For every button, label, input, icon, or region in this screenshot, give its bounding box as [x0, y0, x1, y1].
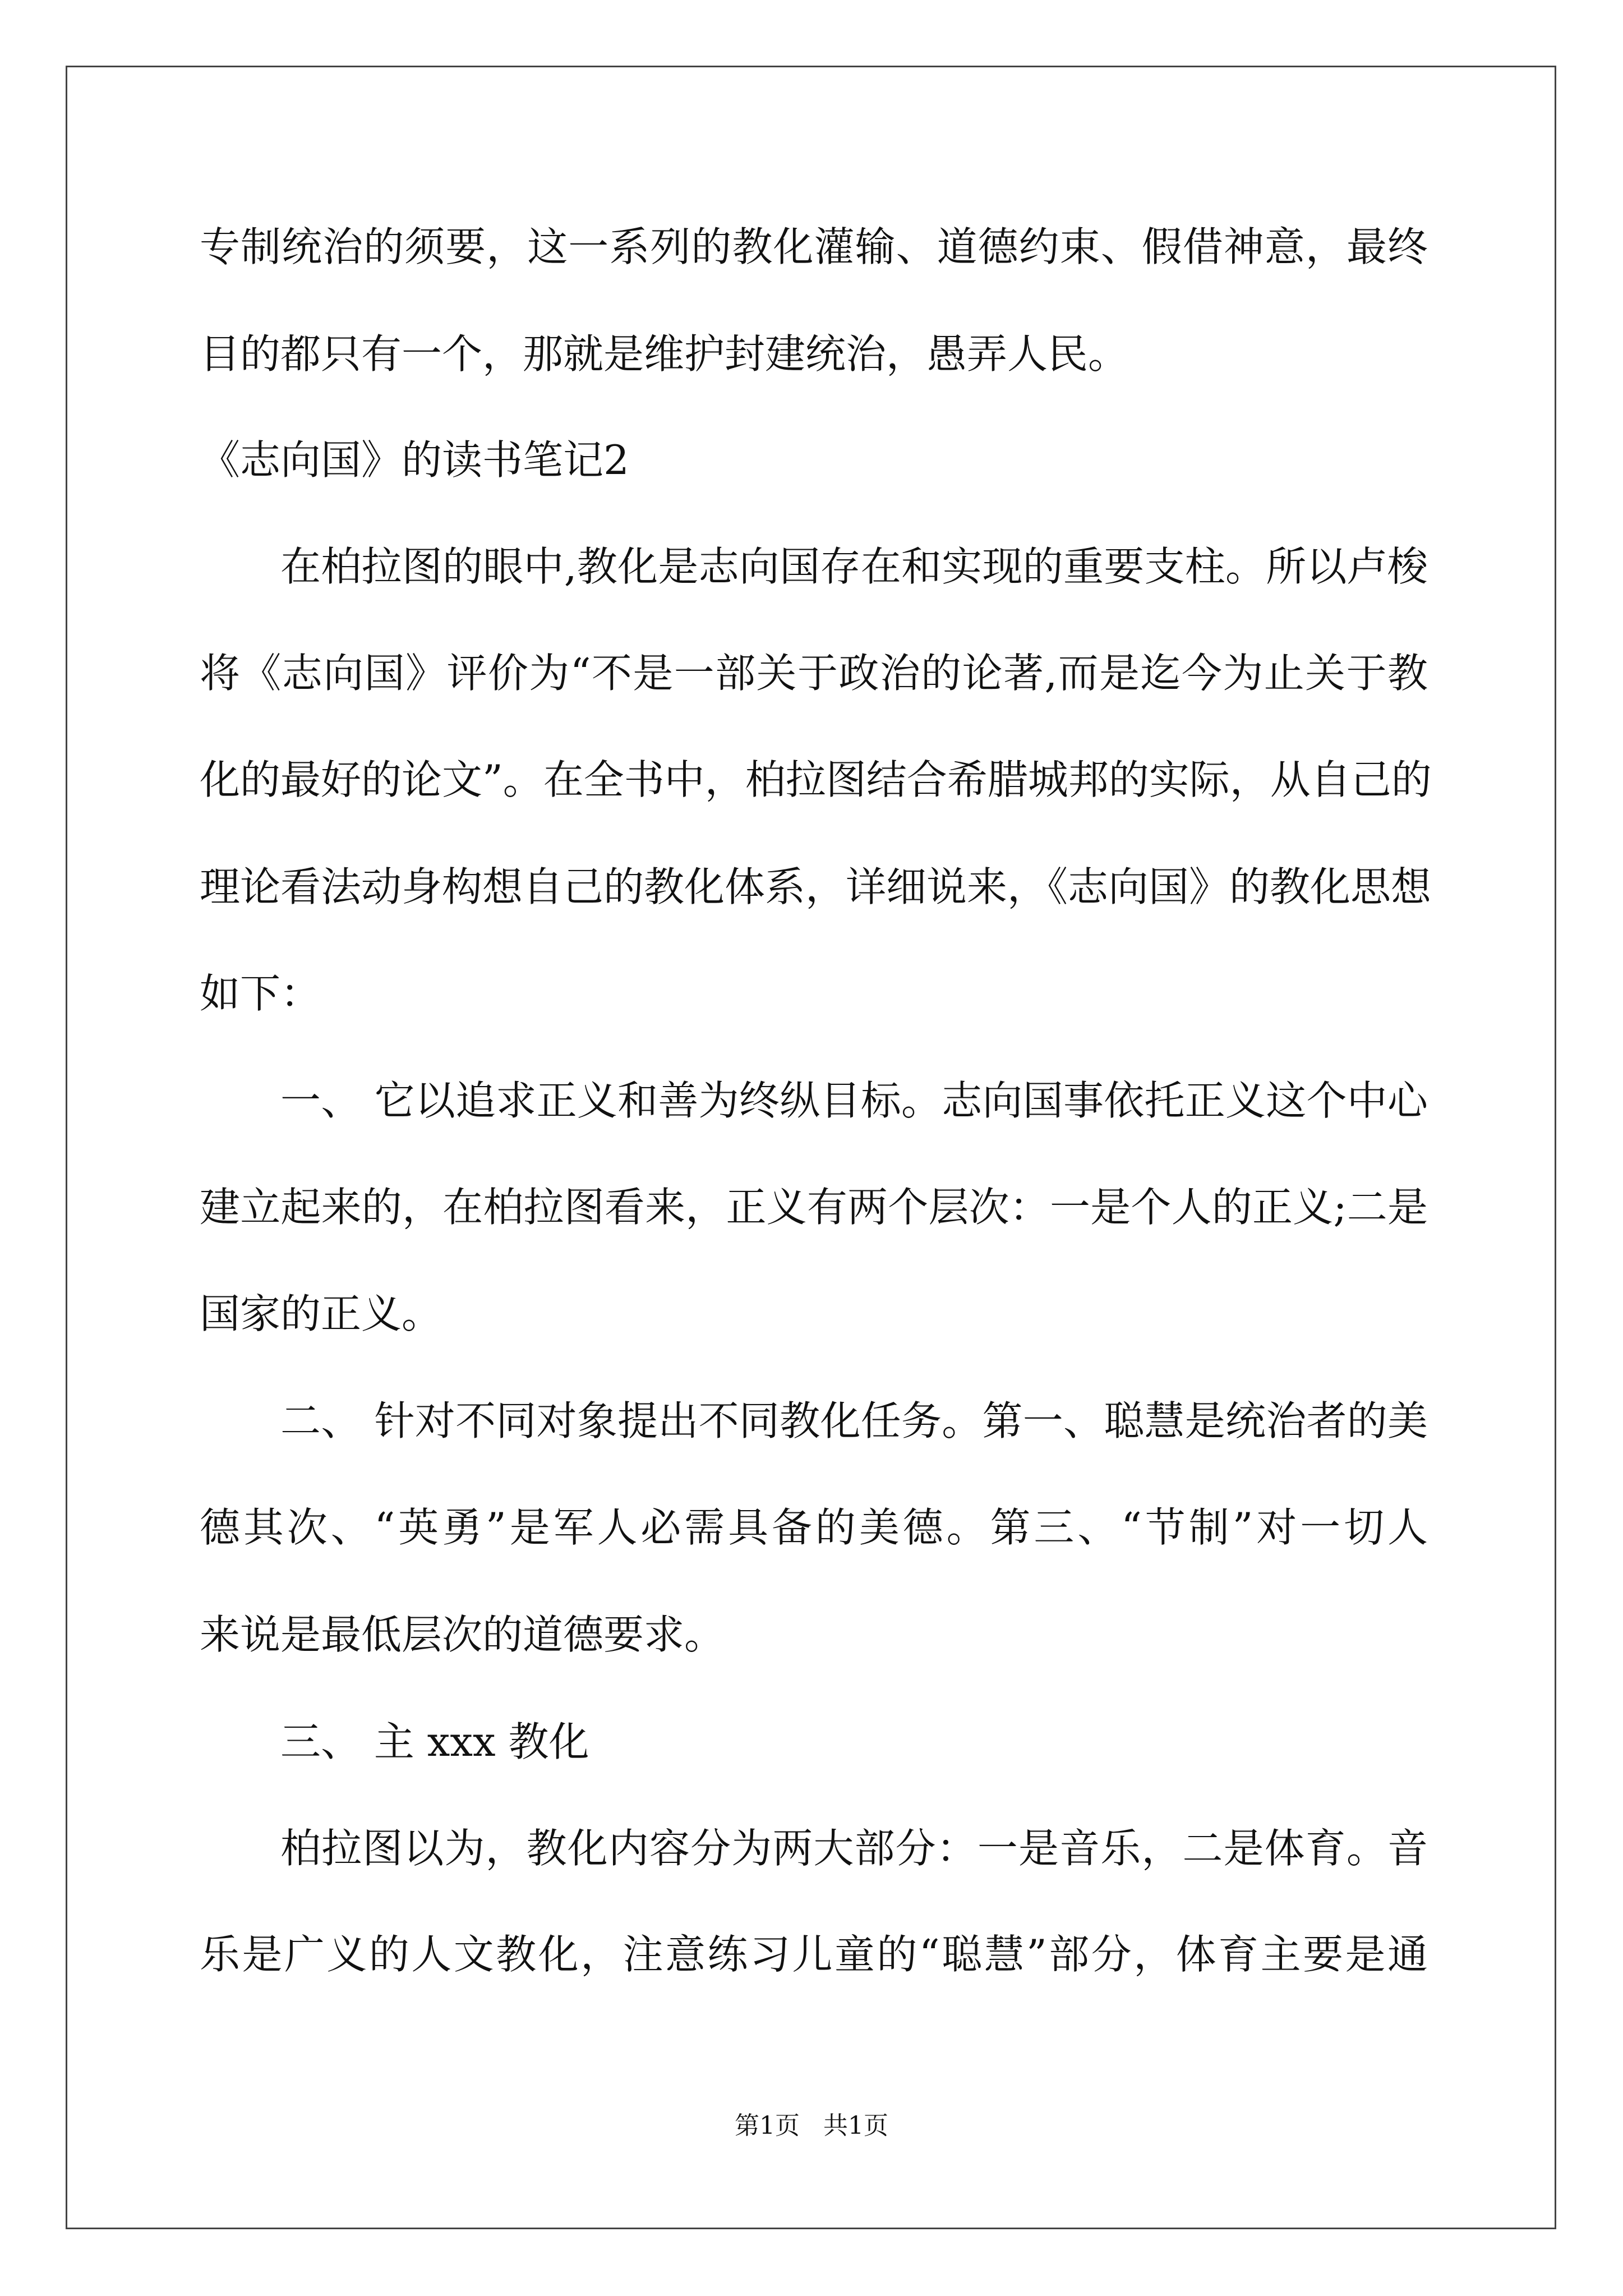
list-item-3-line-1: 三、 主 xxx 教化 [280, 1718, 589, 1765]
page-border [66, 66, 1556, 2229]
paragraph-line-17: 乐是广义的人文教化，注意练习儿童的“聪慧”部分，体育主要是通 [200, 1931, 1428, 1978]
paragraph-line-4: 在柏拉图的眼中,教化是志向国存在和实现的重要支柱。所以卢梭 [280, 543, 1428, 590]
paragraph-line-8: 如下： [200, 970, 321, 1017]
list-item-2-line-1: 二、 针对不同对象提出不同教化任务。第一、聪慧是统治者的美 [280, 1397, 1428, 1444]
list-item-2-line-3: 来说是最低层次的道德要求。 [200, 1611, 725, 1658]
paragraph-line-2: 目的都只有一个，那就是维护封建统治，愚弄人民。 [200, 330, 1129, 378]
paragraph-line-5: 将《志向国》评价为“不是一部关于政治的论著,而是迄今为止关于教 [200, 650, 1428, 697]
section-heading: 《志向国》的读书笔记2 [200, 436, 629, 484]
paragraph-line-7: 理论看法动身构想自己的教化体系，详细说来，《志向国》的教化思想 [200, 863, 1432, 910]
paragraph-line-6: 化的最好的论文”。在全书中，柏拉图结合希腊城邦的实际，从自己的 [200, 756, 1432, 803]
page-footer: 第1页 共1页 [735, 2111, 888, 2140]
paragraph-line-1: 专制统治的须要，这一系列的教化灌输、道德约束、假借神意，最终 [200, 223, 1428, 270]
list-item-1-line-3: 国家的正义。 [200, 1290, 442, 1337]
list-item-1-line-2: 建立起来的，在柏拉图看来，正义有两个层次：一是个人的正义;二是 [200, 1184, 1428, 1231]
list-item-1-line-1: 一、 它以追求正义和善为终纵目标。志向国事依托正义这个中心 [280, 1077, 1428, 1124]
paragraph-line-16: 柏拉图以为，教化内容分为两大部分：一是音乐，二是体育。音 [280, 1825, 1428, 1872]
list-item-2-line-2: 德其次、“英勇”是军人必需具备的美德。第三、“节制”对一切人 [200, 1504, 1428, 1551]
